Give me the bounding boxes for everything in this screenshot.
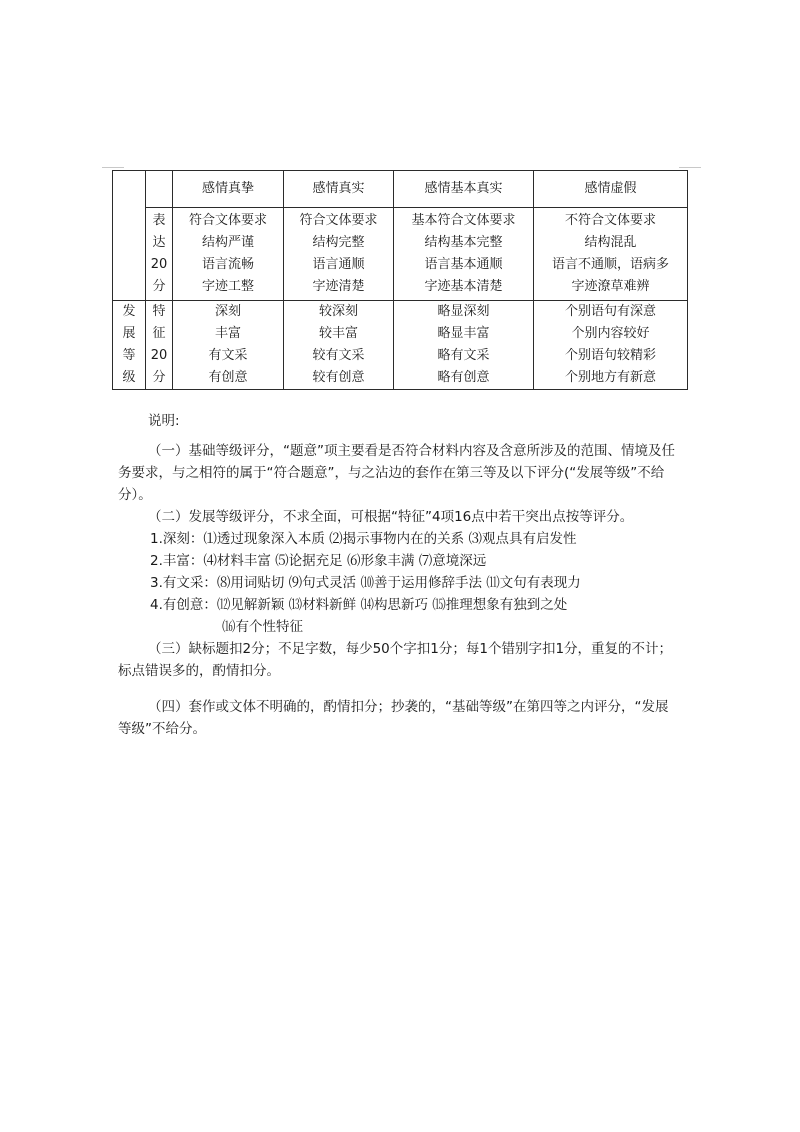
header-level-3: 感情基本真实 <box>394 171 534 208</box>
note-item-4: 4.有创意：⑿见解新颖 ⒀材料新鲜 ⒁构思新巧 ⒂推理想象有独到之处 <box>150 597 568 613</box>
feature-level-2: 较深刻 较丰富 较有文采 较有创意 <box>284 301 394 390</box>
table-corner-cell <box>113 171 146 301</box>
expression-level-1: 符合文体要求 结构严谨 语言流畅 字迹工整 <box>173 208 284 301</box>
table-subheader-empty <box>146 171 173 208</box>
table-row-feature <box>113 301 688 390</box>
note-paragraph-1: （一）基础等级评分，“题意”项主要看是否符合材料内容及含意所涉及的范围、情境及任务要求，与之相符的属于“符合题意”，与之沾边的套作在第三等及以下评分(“发展等级”不给分）。 <box>118 443 675 503</box>
expression-level-4: 不符合文体要求 结构混乱 语言不通顺，语病多 字迹潦草难辨 <box>534 208 688 301</box>
note-item-1: 1.深刻：⑴透过现象深入本质 ⑵揭示事物内在的关系 ⑶观点具有启发性 <box>150 531 577 547</box>
table-row-expression <box>113 208 688 301</box>
header-level-1: 感情真挚 <box>173 171 284 208</box>
header-level-4: 感情虚假 <box>534 171 688 208</box>
expression-level-3: 基本符合文体要求 结构基本完整 语言基本通顺 字迹基本清楚 <box>394 208 534 301</box>
header-level-2: 感情真实 <box>284 171 394 208</box>
expression-level-2: 符合文体要求 结构完整 语言通顺 字迹清楚 <box>284 208 394 301</box>
notes-section <box>118 410 678 740</box>
table-header-row <box>113 171 688 208</box>
note-item-2: 2.丰富：⑷材料丰富 ⑸论据充足 ⑹形象丰满 ⑺意境深远 <box>150 553 487 569</box>
note-paragraph-4: （四）套作或文体不明确的，酌情扣分；抄袭的，“基础等级”在第四等之内评分，“发展等级”不给分。 <box>118 699 669 737</box>
top-rule-left <box>102 167 124 168</box>
feature-level-4: 个别语句有深意 个别内容较好 个别语句较精彩 个别地方有新意 <box>534 301 688 390</box>
feature-level-3: 略显深刻 略显丰富 略有文采 略有创意 <box>394 301 534 390</box>
grading-table <box>112 170 688 390</box>
notes-title: 说明: <box>148 413 180 429</box>
note-item-3: 3.有文采：⑻用词贴切 ⑼句式灵活 ⑽善于运用修辞手法 ⑾文句有表现力 <box>150 575 581 591</box>
top-rule-right <box>679 167 701 168</box>
expression-label: 表 达 20 分 <box>146 208 173 301</box>
note-paragraph-2: （二）发展等级评分，不求全面，可根据“特征”4项16点中若干突出点按等评分。 <box>148 509 634 525</box>
note-paragraph-3: （三）缺标题扣2分；不足字数，每少50个字扣1分；每1个错别字扣1分，重复的不计；标点错误多的，酌情扣分。 <box>118 641 673 679</box>
development-level-label: 发 展 等 级 <box>113 301 146 390</box>
feature-label: 特 征 20 分 <box>146 301 173 390</box>
feature-level-1: 深刻 丰富 有文采 有创意 <box>173 301 284 390</box>
note-item-4-continued: ⒃有个性特征 <box>222 619 303 635</box>
